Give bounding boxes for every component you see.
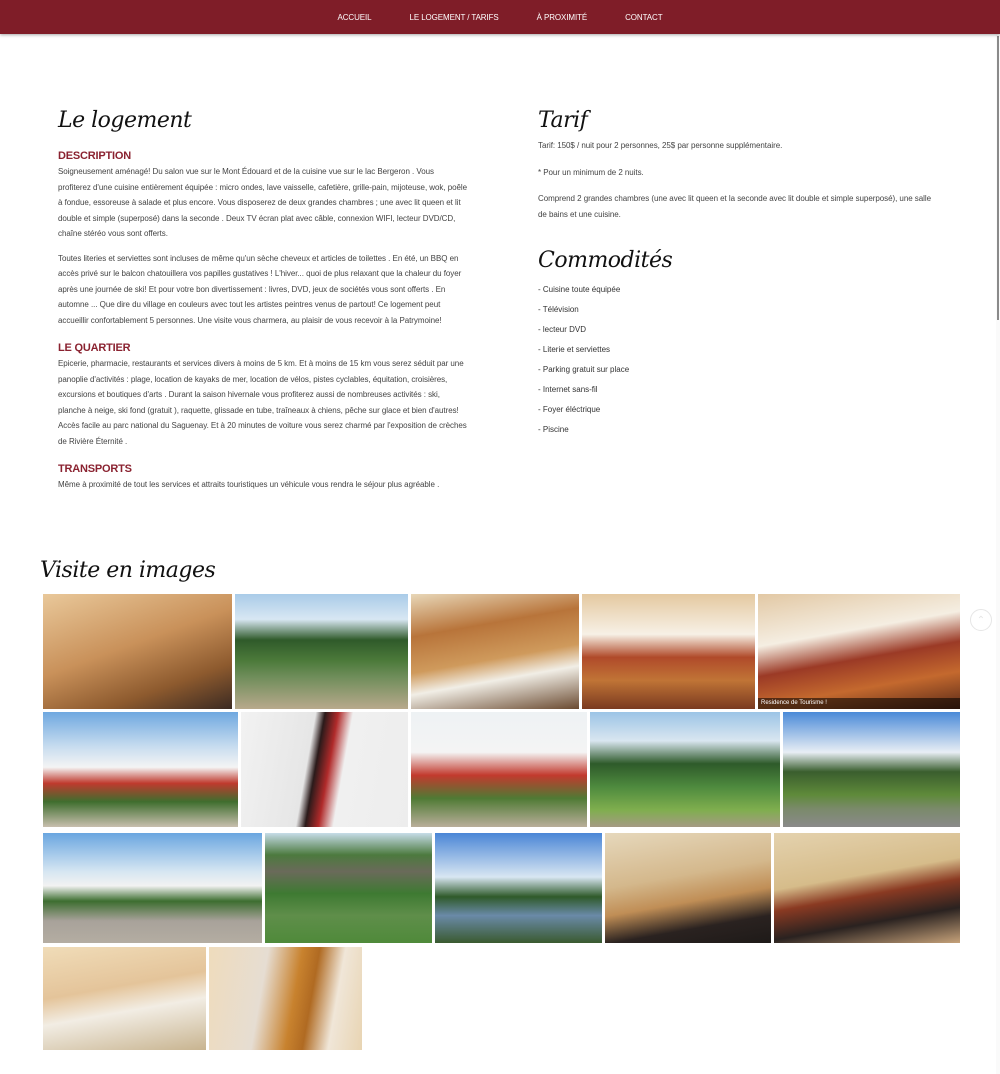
description-paragraph-1: Soigneusement aménagé! Du salon vue sur le Mont Édouard et de la cuisine vue sur le lac Bergeron . Vous profiterez d'une cuisine entièrement équipée : micro ondes, lave vaisselle, cafetière, grille-pain, mijoteuse, wok, poêle à fondue, essoreuse à salade et plus encore. Vous disposerez de deux grandes chambres ; une avec lit queen et lit double et simple (superposé) dans la seconde . Deux TV écran plat avec câble, connexion WIFI, lecteur DVD/CD, chaîne stéréo vous sont offerts. (58, 167, 468, 239)
gallery-photo-house-exterior-2[interactable] (411, 712, 587, 827)
commodite-item: - Foyer éléctrique (538, 404, 601, 414)
chevron-up-icon: ⌃ (976, 614, 986, 626)
gallery-photo-bathroom-shower[interactable] (209, 947, 362, 1050)
nav-item-contact[interactable]: CONTACT (625, 12, 663, 22)
description-heading: DESCRIPTION (58, 150, 131, 163)
commodite-item: - Literie et serviettes (538, 344, 611, 354)
gallery-photo-bathroom-sink[interactable] (43, 947, 206, 1050)
nav-item-a-proximite[interactable]: À PROXIMITÉ (536, 12, 588, 22)
commodites-title: Commodités (538, 248, 673, 274)
tarif-line-3: Comprend 2 grandes chambres (une avec lit queen et la seconde avec lit double et simple superposé), une salle de bains et une cuisine. (538, 194, 932, 219)
commodite-item: - Télévision (538, 304, 579, 314)
logement-title: Le logement (58, 108, 192, 133)
tarif-title: Tarif (538, 108, 588, 133)
gallery-photo-mountain-road[interactable] (783, 712, 960, 827)
logement-section (58, 108, 468, 493)
gallery-photo-lake-mountain-cliff[interactable] (265, 833, 432, 943)
gallery-photo-bunk-bed-bedroom[interactable] (43, 594, 232, 709)
commodites-list (538, 280, 938, 440)
transports-paragraph: Même à proximité de tout les services et attraits touristiques un véhicule vous rendra le séjour plus agréable . (58, 480, 440, 490)
gallery-photo-living-room-1[interactable] (605, 833, 771, 943)
gallery-photo-lake-with-red-chair[interactable] (235, 594, 408, 709)
commodite-item: - Parking gratuit sur place (538, 364, 630, 374)
commodite-item: - Cuisine toute équipée (538, 284, 621, 294)
gallery-title: Visite en images (40, 558, 216, 583)
transports-heading: TRANSPORTS (58, 463, 132, 476)
tarif-section (538, 108, 938, 440)
scroll-to-top-button[interactable] (970, 609, 992, 631)
commodite-item: - lecteur DVD (538, 324, 587, 334)
top-navbar (0, 0, 1000, 34)
gallery-photo-lake-reflection[interactable] (435, 833, 602, 943)
quartier-heading: LE QUARTIER (58, 342, 131, 355)
nav-item-logement-tarifs[interactable]: LE LOGEMENT / TARIFS (409, 12, 499, 22)
photo-caption: Residence de Tourisme ! (758, 698, 960, 709)
tarif-line-1: Tarif: 150$ / nuit pour 2 personnes, 25$ par personne supplémentaire. (538, 141, 783, 151)
gallery-photo-kitchen[interactable] (411, 594, 579, 709)
gallery-photo-front-door-8a[interactable] (241, 712, 408, 827)
quartier-paragraph: Epicerie, pharmacie, restaurants et services divers à moins de 5 km. Et à moins de 15 km vous serez séduit par une panoplie d'activités : plage, location de kayaks de mer, location de vélos, pistes cyclables, équitation, croisières, excursions et boutiques d'arts . Durant la saison hivernale vous profiterez aussi de nombreuses activités : ski, planche à neige, ski fond (gratuit ), raquette, glissade en tube, traîneaux à chiens, pêche sur glace et bien d'autres! Accès facile au parc national du Saguenay. Et à 20 minutes de voiture vous serez charmé par l'exposition de crèches de Rivière Éternité . (58, 359, 467, 446)
gallery-photo-house-and-lake[interactable] (43, 833, 262, 943)
commodite-item: - Piscine (538, 424, 569, 434)
commodite-item: - Internet sans-fil (538, 384, 598, 394)
gallery-photo-living-room-2[interactable] (774, 833, 960, 943)
gallery-photo-queen-bedroom-with-tray[interactable] (582, 594, 755, 709)
gallery-photo-garage-mural-lake[interactable] (590, 712, 780, 827)
description-paragraph-2: Toutes literies et serviettes sont incluses de même qu'un sèche cheveux et articles de toilettes . En été, un BBQ en accès privé sur le balcon chatouillera vos papilles gustatives ! L'hiver... quoi de plus relaxant que la chaleur du foyer après une journée de ski! Et pour votre bon divertissement : livres, DVD, jeux de sociétés vous sont offerts . En automne ... Que dire du village en couleurs avec tout les artistes peintres venus de partout! Ce logement peut accueillir confortablement 5 personnes. Une visite vous charmera, au plaisir de vous recevoir à la Patrymoine! (58, 253, 462, 325)
nav-item-accueil[interactable]: ACCUEIL (337, 12, 372, 22)
tarif-line-2: * Pour un minimum de 2 nuits. (538, 167, 644, 177)
gallery-photo-house-exterior-1[interactable] (43, 712, 238, 827)
scrollbar-thumb[interactable] (997, 36, 999, 320)
gallery-photo-bedroom-armchair[interactable] (758, 594, 960, 709)
